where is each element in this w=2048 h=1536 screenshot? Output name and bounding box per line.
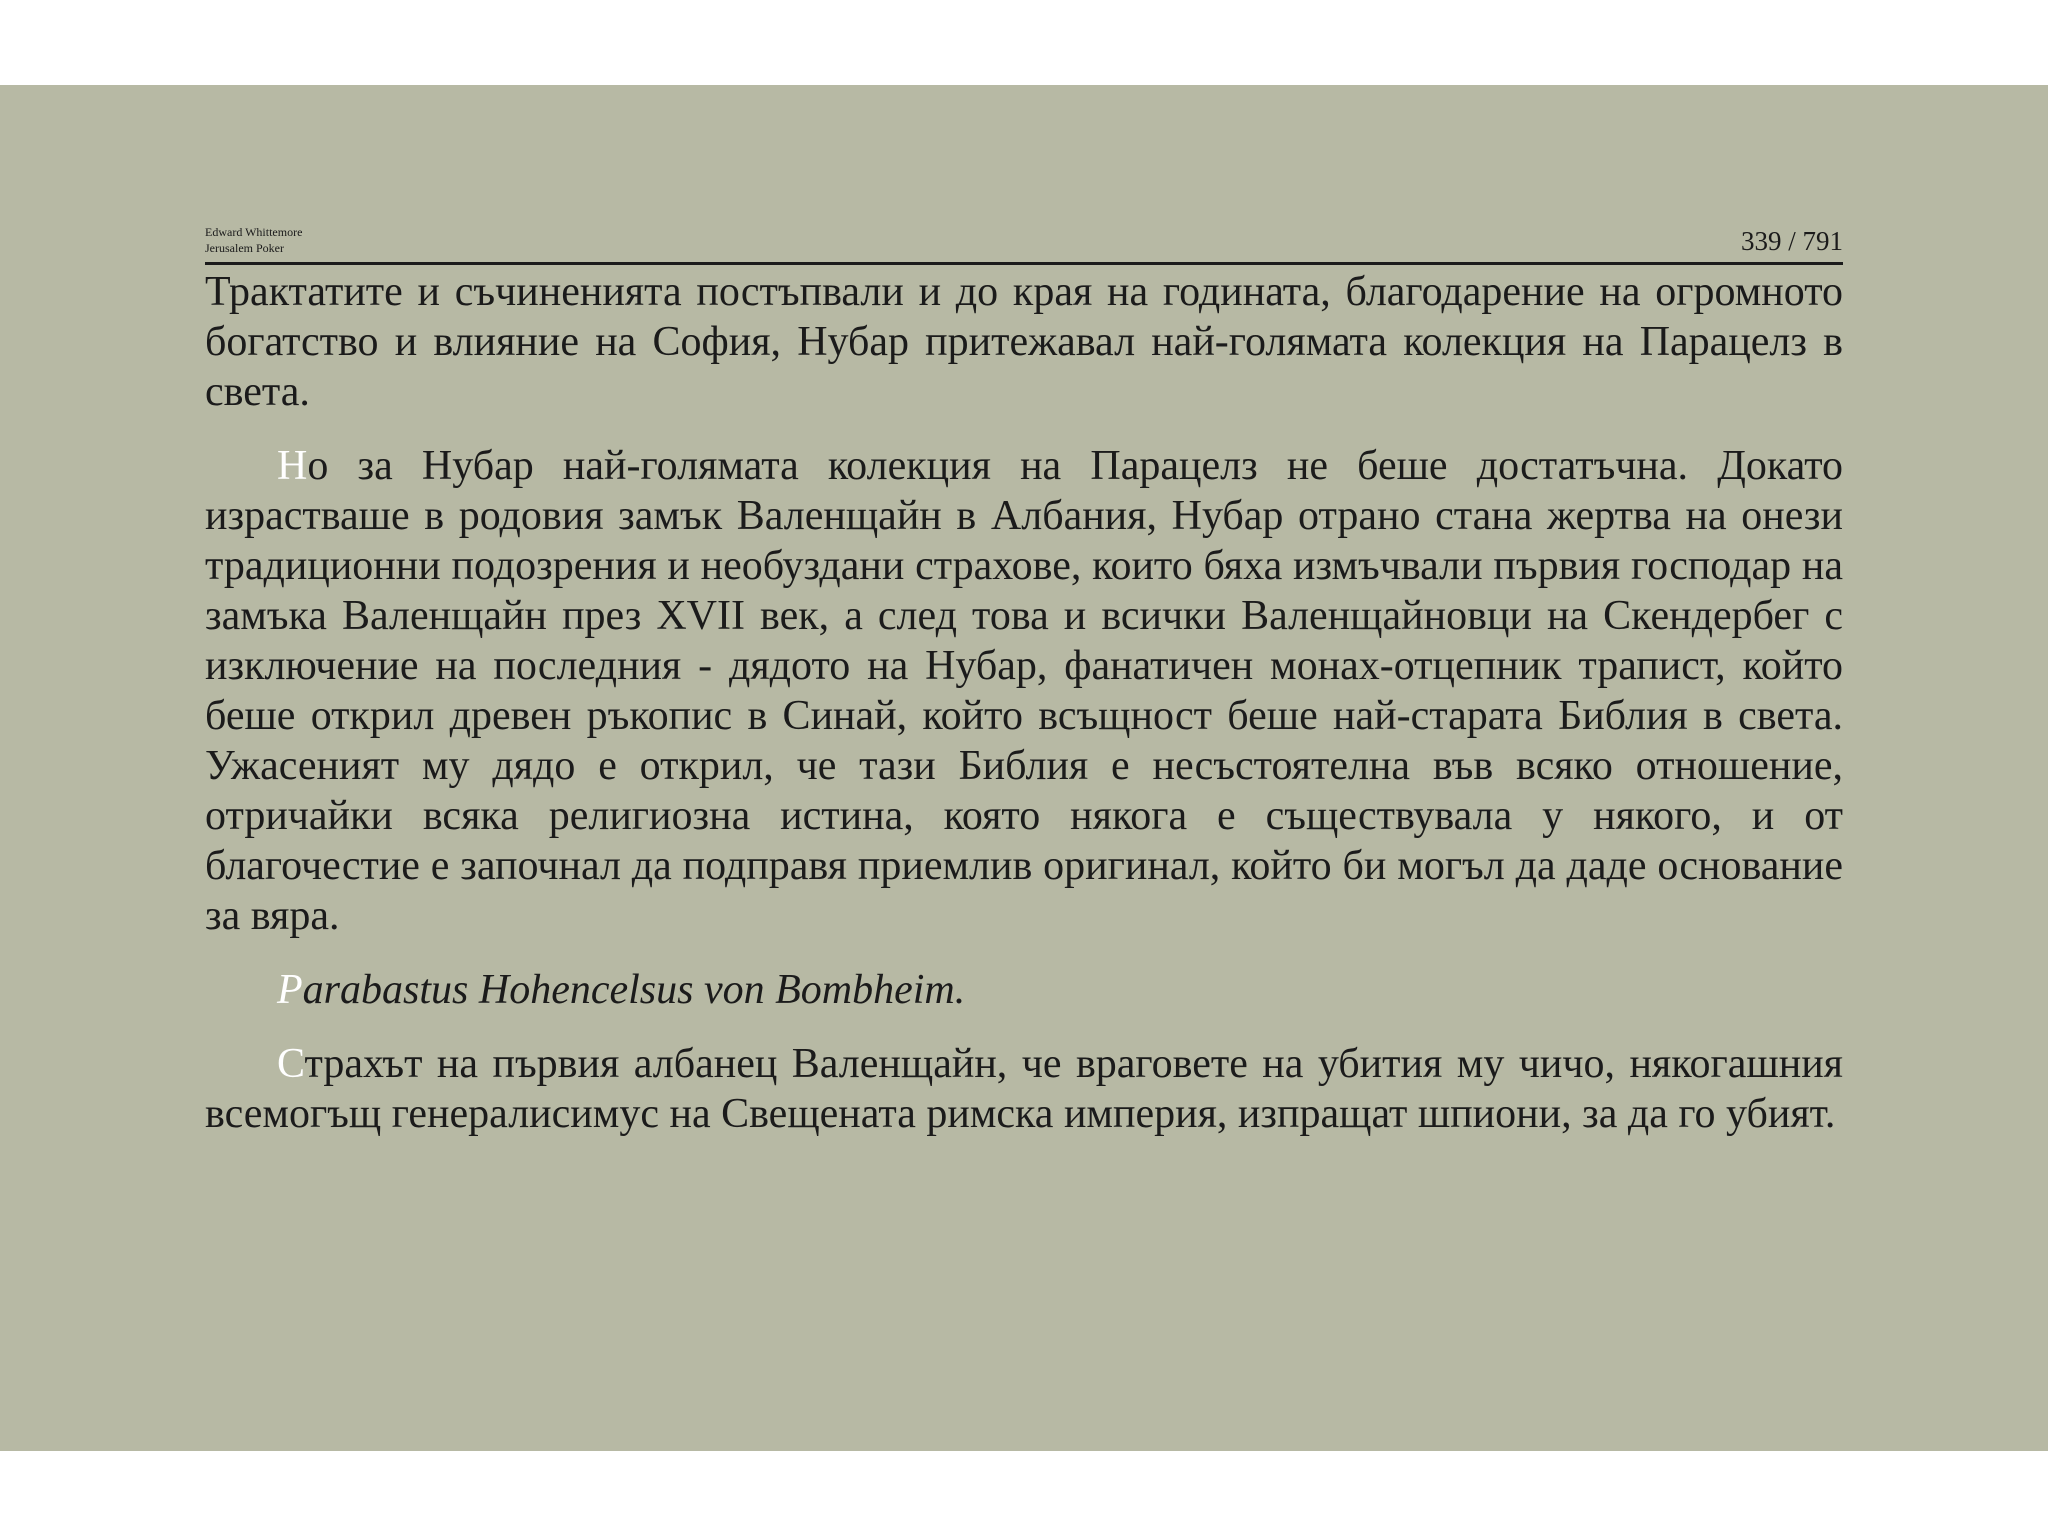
author-name: Edward Whittemore	[205, 225, 303, 239]
page-body	[205, 267, 1843, 1163]
paragraph-1	[205, 267, 1843, 417]
paragraph-3	[205, 965, 1843, 1015]
paragraph-text: arabastus Hohencelsus von Bombheim.	[302, 967, 966, 1013]
page-number: 339 / 791	[1740, 226, 1843, 256]
paragraph-4	[205, 1039, 1843, 1139]
paragraph-text: трахът на първия албанец Валенщайн, че враговете на убития му чичо, някогашния всемогъщ генералисимус на Свещената римска империя, изпращат шпиони, за да го убият.	[205, 1041, 1843, 1137]
running-header	[205, 224, 302, 256]
drop-cap: P	[277, 967, 303, 1013]
drop-cap: С	[277, 1041, 305, 1087]
book-title: Jerusalem Poker	[205, 241, 284, 255]
paragraph-2	[205, 441, 1843, 941]
paragraph-text: о за Нубар най-голямата колекция на Парацелз не беше достатъчна. Докато израстваше в родовия замък Валенщайн в Албания, Нубар отрано стана жертва на онези традиционни подозрения и необуздани страхове, които бяха измъчвали първия господар на замъка Валенщайн през XVII век, а след това и всички Валенщайновци на Скендербег с изключение на последния - дядото на Нубар, фанатичен монах-отцепник трапист, който беше открил древен ръкопис в Синай, който всъщност беше най-старата Библия в света. Ужасеният му дядо е открил, че тази Библия е несъстоятелна във всяко отношение, отричайки всяка религиозна истина, която някога е съществувала у някого, и от благочестие е започнал да подправя приемлив оригинал, който би могъл да даде основание за вяра.	[205, 443, 1843, 939]
page-header	[205, 138, 1843, 265]
drop-cap: Н	[277, 443, 308, 489]
paragraph-text: Трактатите и съчиненията постъпвали и до края на годината, благодарение на огромното богатство и влияние на София, Нубар притежавал най-голямата колекция на Парацелз в света.	[205, 269, 1843, 415]
